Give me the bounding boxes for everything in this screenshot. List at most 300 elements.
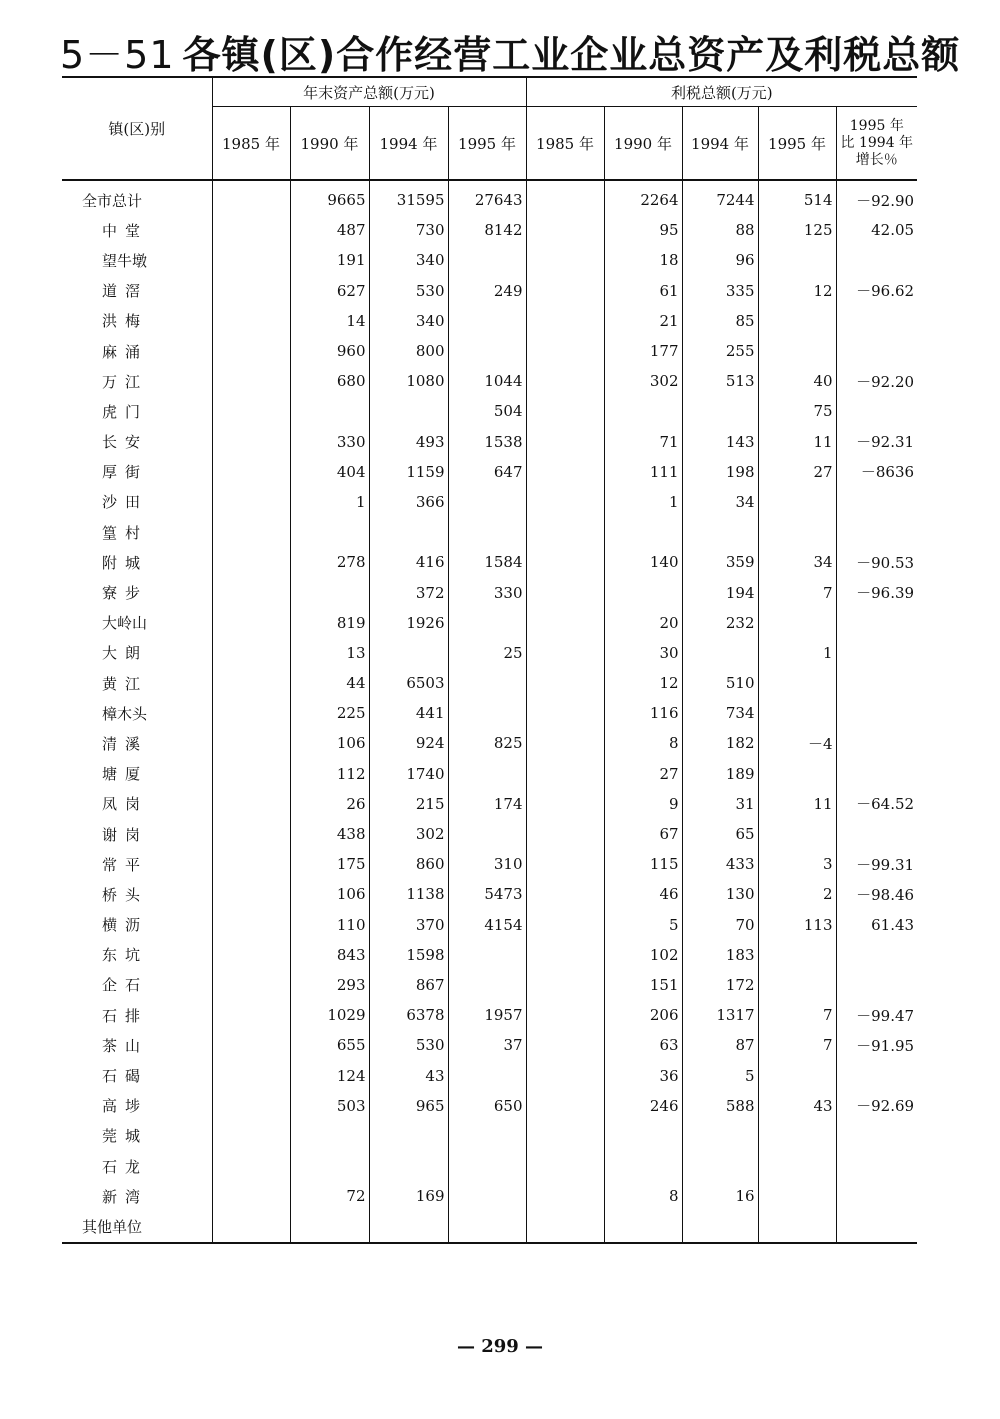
cell-t90: 18 bbox=[604, 245, 682, 275]
cell-region-name: 企石 bbox=[102, 976, 149, 995]
cell-g bbox=[836, 1181, 917, 1211]
cell-a95 bbox=[448, 819, 526, 849]
cell-a85 bbox=[212, 276, 290, 306]
cell-t94: 232 bbox=[682, 608, 758, 638]
cell-a94: 372 bbox=[369, 577, 448, 607]
cell-a95 bbox=[448, 940, 526, 970]
cell-a90: 330 bbox=[290, 427, 369, 457]
cell-a85 bbox=[212, 819, 290, 849]
cell-a95: 25 bbox=[448, 638, 526, 668]
cell-t94: 96 bbox=[682, 245, 758, 275]
header-assets-1985: 1985 年 bbox=[212, 107, 290, 181]
cell-t90: 30 bbox=[604, 638, 682, 668]
cell-region-name: 黄江 bbox=[102, 674, 149, 693]
cell-t94 bbox=[682, 638, 758, 668]
cell-g bbox=[836, 759, 917, 789]
cell-a90 bbox=[290, 1121, 369, 1151]
header-tax-1990: 1990 年 bbox=[604, 107, 682, 181]
cell-t85 bbox=[526, 1000, 604, 1030]
table-row bbox=[62, 728, 917, 758]
cell-a90: 503 bbox=[290, 1091, 369, 1121]
cell-region-name: 塘厦 bbox=[102, 765, 149, 784]
cell-a85 bbox=[212, 215, 290, 245]
cell-t95 bbox=[758, 819, 836, 849]
cell-a94: 1080 bbox=[369, 366, 448, 396]
cell-t90: 116 bbox=[604, 698, 682, 728]
cell-t90: 61 bbox=[604, 276, 682, 306]
cell-a95 bbox=[448, 1060, 526, 1090]
cell-a94: 441 bbox=[369, 698, 448, 728]
cell-region-name: 莞城 bbox=[102, 1127, 149, 1146]
cell-g: －64.52 bbox=[836, 789, 917, 819]
table-row bbox=[62, 306, 917, 336]
cell-a85 bbox=[212, 1151, 290, 1181]
cell-t90: 102 bbox=[604, 940, 682, 970]
cell-a94: 215 bbox=[369, 789, 448, 819]
cell-region-name: 厚街 bbox=[102, 463, 149, 482]
cell-a94: 493 bbox=[369, 427, 448, 457]
cell-region-name: 大朗 bbox=[102, 644, 149, 663]
cell-region-name: 麻涌 bbox=[102, 342, 149, 361]
cell-a85 bbox=[212, 577, 290, 607]
cell-a85 bbox=[212, 396, 290, 426]
table-row bbox=[62, 276, 917, 306]
table-row bbox=[62, 668, 917, 698]
cell-t95 bbox=[758, 1121, 836, 1151]
cell-t85 bbox=[526, 427, 604, 457]
cell-t90: 8 bbox=[604, 728, 682, 758]
cell-t94: 359 bbox=[682, 547, 758, 577]
cell-g bbox=[836, 245, 917, 275]
cell-a90: 843 bbox=[290, 940, 369, 970]
cell-t90 bbox=[604, 1121, 682, 1151]
cell-t85 bbox=[526, 1091, 604, 1121]
cell-t94: 88 bbox=[682, 215, 758, 245]
cell-a85 bbox=[212, 1091, 290, 1121]
cell-t85 bbox=[526, 180, 604, 215]
cell-t90: 36 bbox=[604, 1060, 682, 1090]
table-row bbox=[62, 940, 917, 970]
cell-t85 bbox=[526, 336, 604, 366]
cell-region-name: 道滘 bbox=[102, 282, 149, 301]
table-title: 各镇(区)合作经营工业企业总资产及利税总额 bbox=[182, 33, 961, 77]
cell-t94: 16 bbox=[682, 1181, 758, 1211]
cell-region-name: 清溪 bbox=[102, 734, 149, 753]
cell-a90: 106 bbox=[290, 879, 369, 909]
cell-a85 bbox=[212, 366, 290, 396]
cell-region-name: 大岭山 bbox=[102, 614, 148, 633]
cell-t94: 65 bbox=[682, 819, 758, 849]
cell-t95: 2 bbox=[758, 879, 836, 909]
cell-t90: 1 bbox=[604, 487, 682, 517]
cell-a90: 110 bbox=[290, 910, 369, 940]
page-title bbox=[60, 24, 961, 79]
cell-a95: 504 bbox=[448, 396, 526, 426]
table-row bbox=[62, 517, 917, 547]
cell-t95 bbox=[758, 487, 836, 517]
cell-t95: 27 bbox=[758, 457, 836, 487]
cell-a94: 867 bbox=[369, 970, 448, 1000]
table-row bbox=[62, 215, 917, 245]
cell-a95 bbox=[448, 517, 526, 547]
header-growth bbox=[836, 107, 917, 181]
cell-a94 bbox=[369, 1121, 448, 1151]
table-row bbox=[62, 819, 917, 849]
cell-a85 bbox=[212, 638, 290, 668]
cell-a85 bbox=[212, 180, 290, 215]
cell-t95 bbox=[758, 1211, 836, 1242]
cell-t94: 31 bbox=[682, 789, 758, 819]
cell-a94: 800 bbox=[369, 336, 448, 366]
cell-t85 bbox=[526, 759, 604, 789]
table-row bbox=[62, 1121, 917, 1151]
cell-a90: 655 bbox=[290, 1030, 369, 1060]
cell-a95: 825 bbox=[448, 728, 526, 758]
cell-g bbox=[836, 940, 917, 970]
cell-a94: 6503 bbox=[369, 668, 448, 698]
cell-a95 bbox=[448, 668, 526, 698]
cell-a94: 530 bbox=[369, 1030, 448, 1060]
cell-t95 bbox=[758, 698, 836, 728]
cell-t94: 7244 bbox=[682, 180, 758, 215]
cell-g: －92.20 bbox=[836, 366, 917, 396]
cell-a85 bbox=[212, 608, 290, 638]
cell-a85 bbox=[212, 668, 290, 698]
cell-region-name: 桥头 bbox=[102, 885, 149, 904]
cell-a94: 31595 bbox=[369, 180, 448, 215]
cell-a95: 8142 bbox=[448, 215, 526, 245]
cell-g bbox=[836, 728, 917, 758]
cell-a90: 124 bbox=[290, 1060, 369, 1090]
cell-t85 bbox=[526, 487, 604, 517]
cell-region-name: 横沥 bbox=[102, 916, 149, 935]
cell-t90: 151 bbox=[604, 970, 682, 1000]
header-group-tax: 利税总额(万元) bbox=[526, 77, 917, 107]
cell-a85 bbox=[212, 879, 290, 909]
cell-t94: 182 bbox=[682, 728, 758, 758]
cell-t95 bbox=[758, 1181, 836, 1211]
cell-t95 bbox=[758, 245, 836, 275]
cell-t94: 588 bbox=[682, 1091, 758, 1121]
cell-t90: 177 bbox=[604, 336, 682, 366]
cell-a94: 860 bbox=[369, 849, 448, 879]
cell-a94: 924 bbox=[369, 728, 448, 758]
cell-region-name: 东坑 bbox=[102, 946, 149, 965]
cell-a95: 27643 bbox=[448, 180, 526, 215]
header-assets-1990: 1990 年 bbox=[290, 107, 369, 181]
cell-a85 bbox=[212, 970, 290, 1000]
cell-a90 bbox=[290, 1211, 369, 1242]
cell-t85 bbox=[526, 698, 604, 728]
cell-a95: 1044 bbox=[448, 366, 526, 396]
cell-a85 bbox=[212, 487, 290, 517]
cell-a90: 72 bbox=[290, 1181, 369, 1211]
cell-t95 bbox=[758, 1060, 836, 1090]
table-row bbox=[62, 336, 917, 366]
cell-region-name: 中堂 bbox=[102, 221, 149, 240]
table-row bbox=[62, 608, 917, 638]
cell-a95: 330 bbox=[448, 577, 526, 607]
cell-g bbox=[836, 1211, 917, 1242]
cell-a95: 174 bbox=[448, 789, 526, 819]
cell-g bbox=[836, 487, 917, 517]
cell-a94 bbox=[369, 517, 448, 547]
cell-a90: 44 bbox=[290, 668, 369, 698]
cell-a94: 416 bbox=[369, 547, 448, 577]
cell-t95 bbox=[758, 940, 836, 970]
cell-t85 bbox=[526, 577, 604, 607]
cell-a94 bbox=[369, 1151, 448, 1181]
cell-a94: 1926 bbox=[369, 608, 448, 638]
table-row bbox=[62, 427, 917, 457]
cell-region-name: 洪梅 bbox=[102, 312, 149, 331]
cell-a95: 1957 bbox=[448, 1000, 526, 1030]
cell-g: －91.95 bbox=[836, 1030, 917, 1060]
cell-a90: 278 bbox=[290, 547, 369, 577]
cell-a95: 1538 bbox=[448, 427, 526, 457]
cell-a85 bbox=[212, 1030, 290, 1060]
cell-a90: 960 bbox=[290, 336, 369, 366]
cell-g: －90.53 bbox=[836, 547, 917, 577]
cell-t85 bbox=[526, 668, 604, 698]
cell-a85 bbox=[212, 759, 290, 789]
cell-g bbox=[836, 698, 917, 728]
cell-a94: 6378 bbox=[369, 1000, 448, 1030]
cell-t90: 12 bbox=[604, 668, 682, 698]
cell-t95: －4 bbox=[758, 728, 836, 758]
table-row bbox=[62, 396, 917, 426]
cell-a95 bbox=[448, 1211, 526, 1242]
table-row bbox=[62, 577, 917, 607]
cell-g bbox=[836, 819, 917, 849]
cell-t85 bbox=[526, 396, 604, 426]
cell-t90 bbox=[604, 1151, 682, 1181]
cell-a90: 9665 bbox=[290, 180, 369, 215]
cell-a95 bbox=[448, 245, 526, 275]
cell-t90: 63 bbox=[604, 1030, 682, 1060]
cell-a94: 730 bbox=[369, 215, 448, 245]
cell-region-name: 附城 bbox=[102, 553, 149, 572]
cell-t85 bbox=[526, 1151, 604, 1181]
cell-t94: 183 bbox=[682, 940, 758, 970]
table-row bbox=[62, 1000, 917, 1030]
cell-t90 bbox=[604, 517, 682, 547]
cell-a95: 249 bbox=[448, 276, 526, 306]
cell-a95: 4154 bbox=[448, 910, 526, 940]
cell-t90: 206 bbox=[604, 1000, 682, 1030]
cell-a94: 965 bbox=[369, 1091, 448, 1121]
cell-t95: 11 bbox=[758, 789, 836, 819]
cell-t95 bbox=[758, 517, 836, 547]
cell-a95: 310 bbox=[448, 849, 526, 879]
cell-t94: 1317 bbox=[682, 1000, 758, 1030]
cell-a95 bbox=[448, 336, 526, 366]
cell-t94 bbox=[682, 1151, 758, 1181]
cell-region-name: 石碣 bbox=[102, 1067, 149, 1086]
cell-a94: 169 bbox=[369, 1181, 448, 1211]
cell-t85 bbox=[526, 819, 604, 849]
cell-g: －92.31 bbox=[836, 427, 917, 457]
cell-a90: 225 bbox=[290, 698, 369, 728]
cell-t90: 8 bbox=[604, 1181, 682, 1211]
cell-a90: 487 bbox=[290, 215, 369, 245]
cell-a85 bbox=[212, 728, 290, 758]
cell-t94: 255 bbox=[682, 336, 758, 366]
table-row bbox=[62, 245, 917, 275]
cell-t94: 172 bbox=[682, 970, 758, 1000]
header-growth-line3: 增长％ bbox=[855, 151, 898, 168]
cell-g: －92.69 bbox=[836, 1091, 917, 1121]
cell-t85 bbox=[526, 789, 604, 819]
cell-region-name: 石龙 bbox=[102, 1157, 149, 1176]
cell-a85 bbox=[212, 1211, 290, 1242]
cell-t90 bbox=[604, 577, 682, 607]
table-row bbox=[62, 547, 917, 577]
table-row bbox=[62, 1091, 917, 1121]
cell-a85 bbox=[212, 1121, 290, 1151]
cell-t95 bbox=[758, 668, 836, 698]
cell-t85 bbox=[526, 1211, 604, 1242]
table-row bbox=[62, 1030, 917, 1060]
table-row bbox=[62, 970, 917, 1000]
cell-g: －96.62 bbox=[836, 276, 917, 306]
cell-t85 bbox=[526, 547, 604, 577]
cell-g bbox=[836, 1121, 917, 1151]
cell-g: 61.43 bbox=[836, 910, 917, 940]
cell-t90: 115 bbox=[604, 849, 682, 879]
cell-t85 bbox=[526, 276, 604, 306]
cell-t95: 75 bbox=[758, 396, 836, 426]
cell-t85 bbox=[526, 1181, 604, 1211]
cell-region-name: 凤岗 bbox=[102, 795, 149, 814]
cell-g bbox=[836, 970, 917, 1000]
cell-t94 bbox=[682, 517, 758, 547]
header-tax-1985: 1985 年 bbox=[526, 107, 604, 181]
header-growth-line1: 1995 年 bbox=[849, 117, 904, 134]
cell-t94: 87 bbox=[682, 1030, 758, 1060]
cell-a94 bbox=[369, 1211, 448, 1242]
cell-a95 bbox=[448, 1121, 526, 1151]
cell-t85 bbox=[526, 910, 604, 940]
cell-g bbox=[836, 517, 917, 547]
cell-t94: 189 bbox=[682, 759, 758, 789]
table-number: 5－51 bbox=[60, 33, 175, 77]
data-table-container bbox=[62, 76, 917, 1244]
cell-t85 bbox=[526, 970, 604, 1000]
cell-a90: 438 bbox=[290, 819, 369, 849]
cell-g bbox=[836, 396, 917, 426]
cell-a90 bbox=[290, 577, 369, 607]
header-tax-1995: 1995 年 bbox=[758, 107, 836, 181]
cell-g: －8636 bbox=[836, 457, 917, 487]
cell-t90: 71 bbox=[604, 427, 682, 457]
cell-region-name: 寮步 bbox=[102, 584, 149, 603]
cell-a85 bbox=[212, 306, 290, 336]
cell-t95: 12 bbox=[758, 276, 836, 306]
table-row bbox=[62, 638, 917, 668]
cell-t95 bbox=[758, 759, 836, 789]
cell-region-name: 石排 bbox=[102, 1006, 149, 1025]
cell-a85 bbox=[212, 940, 290, 970]
cell-a95: 1584 bbox=[448, 547, 526, 577]
cell-a85 bbox=[212, 789, 290, 819]
cell-t95: 7 bbox=[758, 1000, 836, 1030]
cell-region-name: 沙田 bbox=[102, 493, 149, 512]
cell-t95 bbox=[758, 1151, 836, 1181]
cell-a85 bbox=[212, 457, 290, 487]
cell-a90: 26 bbox=[290, 789, 369, 819]
table-row bbox=[62, 849, 917, 879]
cell-t90: 46 bbox=[604, 879, 682, 909]
cell-t94 bbox=[682, 1211, 758, 1242]
cell-t94: 510 bbox=[682, 668, 758, 698]
cell-g: －99.47 bbox=[836, 1000, 917, 1030]
cell-region-name: 其他单位 bbox=[62, 1211, 212, 1242]
cell-t85 bbox=[526, 517, 604, 547]
cell-t85 bbox=[526, 366, 604, 396]
cell-g bbox=[836, 638, 917, 668]
cell-g: －96.39 bbox=[836, 577, 917, 607]
cell-g: －99.31 bbox=[836, 849, 917, 879]
cell-a95: 647 bbox=[448, 457, 526, 487]
cell-t94 bbox=[682, 396, 758, 426]
cell-a94: 340 bbox=[369, 306, 448, 336]
cell-region-name: 茶山 bbox=[102, 1036, 149, 1055]
cell-t94: 734 bbox=[682, 698, 758, 728]
cell-t90: 9 bbox=[604, 789, 682, 819]
cell-a90 bbox=[290, 1151, 369, 1181]
cell-a95 bbox=[448, 759, 526, 789]
cell-a85 bbox=[212, 517, 290, 547]
cell-t94: 513 bbox=[682, 366, 758, 396]
cell-t95: 43 bbox=[758, 1091, 836, 1121]
cell-t90: 21 bbox=[604, 306, 682, 336]
cell-t95 bbox=[758, 608, 836, 638]
cell-a95: 650 bbox=[448, 1091, 526, 1121]
cell-a90 bbox=[290, 517, 369, 547]
cell-a90: 13 bbox=[290, 638, 369, 668]
cell-t85 bbox=[526, 215, 604, 245]
cell-t85 bbox=[526, 457, 604, 487]
table-row bbox=[62, 879, 917, 909]
cell-t85 bbox=[526, 245, 604, 275]
cell-t85 bbox=[526, 608, 604, 638]
cell-t85 bbox=[526, 638, 604, 668]
cell-t85 bbox=[526, 879, 604, 909]
cell-a95 bbox=[448, 306, 526, 336]
cell-a85 bbox=[212, 910, 290, 940]
cell-a85 bbox=[212, 1000, 290, 1030]
cell-t94: 85 bbox=[682, 306, 758, 336]
cell-a95 bbox=[448, 970, 526, 1000]
cell-t95 bbox=[758, 306, 836, 336]
cell-a85 bbox=[212, 1060, 290, 1090]
table-row bbox=[62, 366, 917, 396]
cell-t90: 27 bbox=[604, 759, 682, 789]
cell-t85 bbox=[526, 1060, 604, 1090]
cell-a95 bbox=[448, 698, 526, 728]
cell-a90: 112 bbox=[290, 759, 369, 789]
cell-t94: 130 bbox=[682, 879, 758, 909]
cell-t90: 95 bbox=[604, 215, 682, 245]
cell-t94: 5 bbox=[682, 1060, 758, 1090]
cell-a94: 530 bbox=[369, 276, 448, 306]
cell-g bbox=[836, 1151, 917, 1181]
cell-t95 bbox=[758, 336, 836, 366]
cell-t95: 113 bbox=[758, 910, 836, 940]
cell-t94: 194 bbox=[682, 577, 758, 607]
cell-region-name: 谢岗 bbox=[102, 825, 149, 844]
